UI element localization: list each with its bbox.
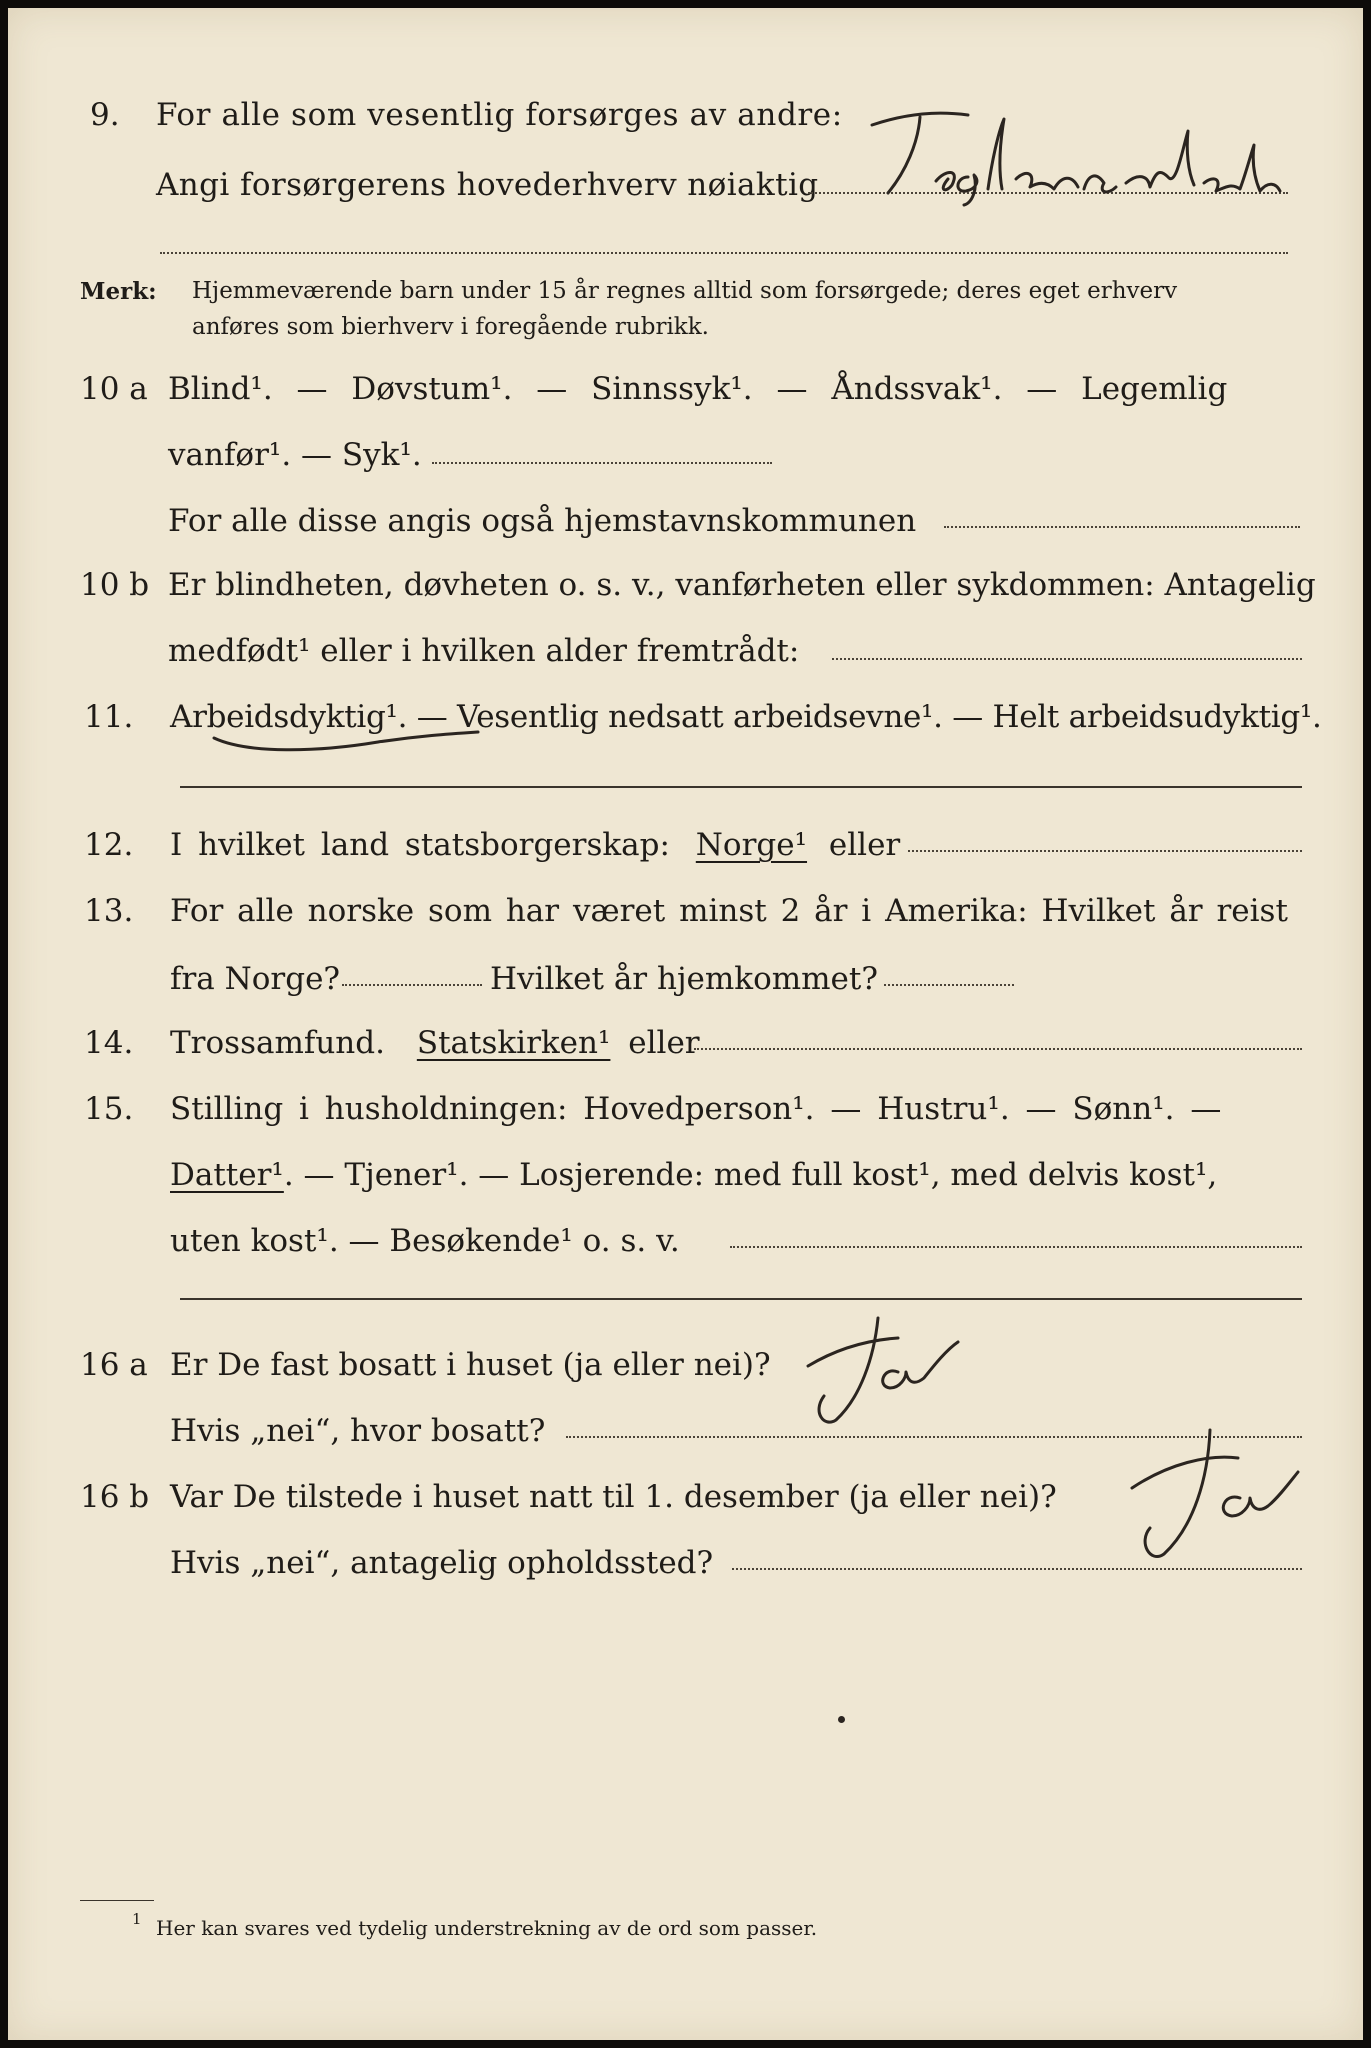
q16b-number: 16 b <box>80 1479 150 1515</box>
q9-line1: For alle som vesentlig forsørges av andre: <box>156 97 843 133</box>
ink-dot <box>838 1716 845 1723</box>
q14-number: 14. <box>84 1025 134 1061</box>
q14-statskirken-underlined: Statskirken¹ <box>416 1025 611 1061</box>
footnote-rule <box>80 1900 154 1901</box>
q12-line <box>170 827 901 863</box>
q12-suffix: eller <box>828 827 901 863</box>
q10b-line1: Er blindheten, døvheten o. s. v., vanførheten eller sykdommen: Antagelig <box>168 567 1316 603</box>
q12-prefix: I hvilket land statsborgerskap: <box>170 827 670 863</box>
q10a-line2: vanfør¹. — Syk¹. <box>168 437 422 473</box>
q9-continuation-line <box>160 252 1288 254</box>
q16a-number: 16 a <box>80 1347 148 1383</box>
separator-rule-2 <box>180 1298 1302 1300</box>
q10b-number: 10 b <box>80 567 150 603</box>
q16a-line2: Hvis „nei“, hvor bosatt? <box>170 1413 546 1449</box>
q16b-line1: Var De tilstede i huset natt til 1. desember (ja eller nei)? <box>170 1479 1057 1515</box>
q16a-handwritten-ja <box>778 1308 998 1438</box>
q11-handwritten-underline <box>208 722 488 762</box>
q15-line3: uten kost¹. — Besøkende¹ o. s. v. <box>170 1223 680 1259</box>
q10a-line1: Blind¹. — Døvstum¹. — Sinnssyk¹. — Åndssvak¹. — Legemlig <box>168 371 1228 407</box>
q13-hjemkommet-line <box>884 984 1014 986</box>
q13-line1: For alle norske som har været minst 2 år i Amerika: Hvilket år reist <box>170 893 1288 929</box>
footnote-text: Her kan svares ved tydelig understrekning av de ord som passer. <box>156 1916 818 1940</box>
q14-answer-line <box>694 1048 1302 1050</box>
q13-line2b: Hvilket år hjemkommet? <box>490 961 878 997</box>
q10a-hjemstavn-line <box>944 526 1300 528</box>
q16b-opholdssted-line <box>732 1568 1302 1570</box>
q16b-handwritten-ja <box>1088 1418 1318 1568</box>
q10a-syk-line <box>432 462 772 464</box>
q11-number: 11. <box>84 699 134 735</box>
q16a-line1: Er De fast bosatt i huset (ja eller nei)? <box>170 1347 771 1383</box>
q12-answer-line <box>908 850 1302 852</box>
merk-line2: anføres som bierhverv i foregående rubrikk. <box>192 314 709 340</box>
census-form-page <box>8 8 1363 2040</box>
q14-line <box>170 1025 700 1061</box>
q9-line2: Angi forsørgerens hovederhverv nøiaktig <box>156 167 819 203</box>
q15-number: 15. <box>84 1091 134 1127</box>
q11-text: Arbeidsdyktig¹. — Vesentlig nedsatt arbeidsevne¹. — Helt arbeidsudyktig¹. <box>170 699 1322 735</box>
q10a-line3: For alle disse angis også hjemstavnskommunen <box>168 503 917 539</box>
q12-norge-underlined: Norge¹ <box>695 827 808 863</box>
q16b-line2: Hvis „nei“, antagelig opholdssted? <box>170 1545 714 1581</box>
q15-line2 <box>170 1157 1218 1193</box>
separator-rule-1 <box>180 786 1302 788</box>
q13-reist-line <box>342 984 482 986</box>
q9-handwritten-answer <box>848 103 1328 213</box>
q15-datter-underlined: Datter¹ <box>170 1157 284 1193</box>
q10b-line2: medfødt¹ eller i hvilken alder fremtrådt: <box>168 633 800 669</box>
merk-label: Merk: <box>80 278 157 305</box>
q15-line2-rest: . — Tjener¹. — Losjerende: med full kost¹, med delvis kost¹, <box>283 1157 1218 1193</box>
merk-line1: Hjemmeværende barn under 15 år regnes alltid som forsørgede; deres eget erhverv <box>192 278 1178 304</box>
q13-line2a: fra Norge? <box>170 961 341 997</box>
q15-answer-line <box>730 1246 1302 1248</box>
q14-suffix: eller <box>628 1025 700 1061</box>
q13-number: 13. <box>84 893 134 929</box>
q15-line1: Stilling i husholdningen: Hovedperson¹. — Hustru¹. — Sønn¹. — <box>170 1091 1222 1127</box>
q9-number: 9. <box>90 97 120 133</box>
q14-prefix: Trossamfund. <box>170 1025 385 1061</box>
q12-number: 12. <box>84 827 134 863</box>
q10a-number: 10 a <box>80 371 148 407</box>
footnote-mark: 1 <box>132 1910 142 1928</box>
q10b-answer-line <box>832 658 1302 660</box>
